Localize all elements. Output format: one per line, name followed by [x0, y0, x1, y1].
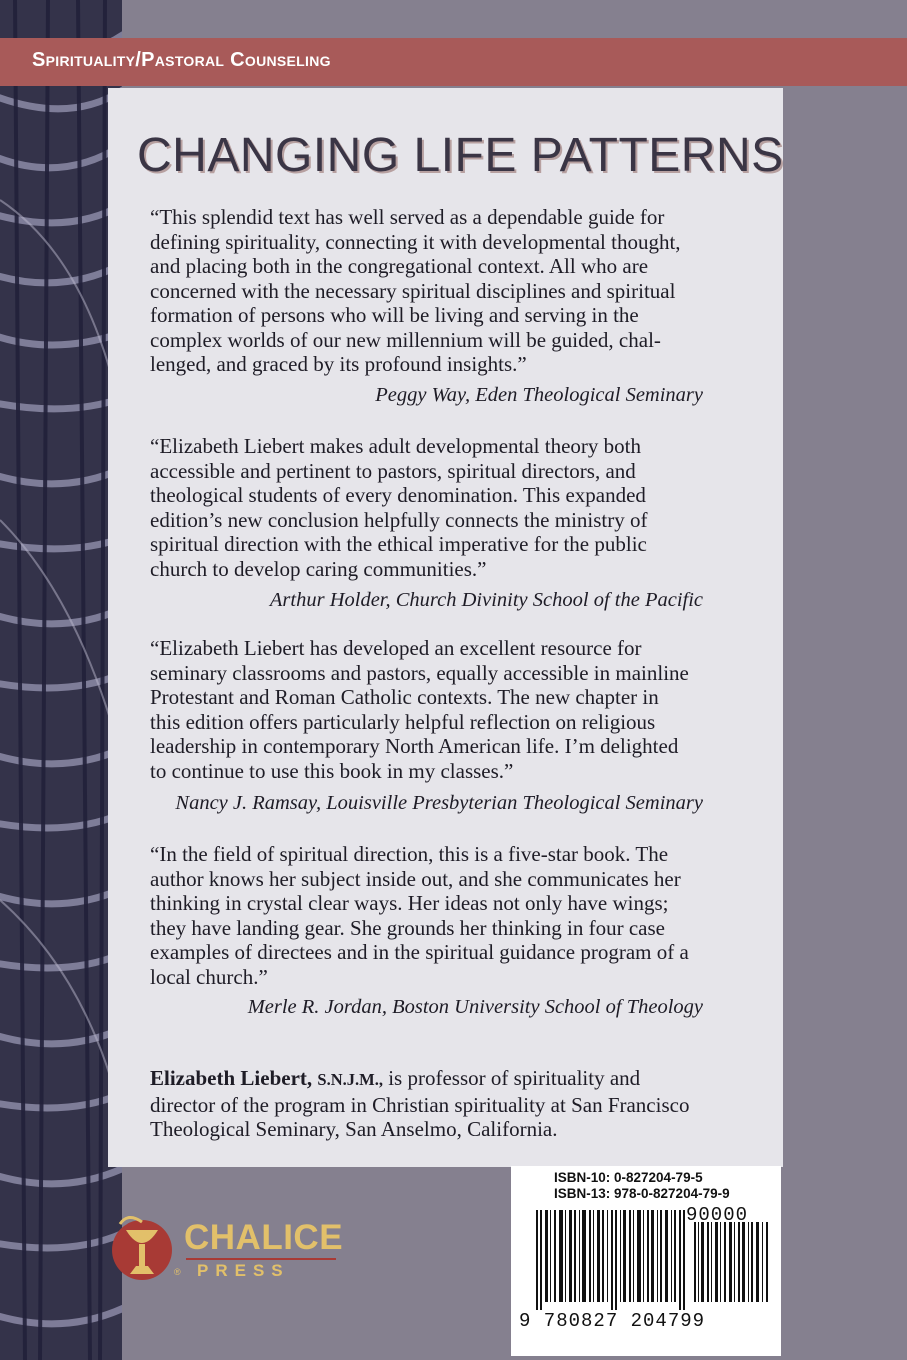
- author-bio-line: director of the program in Christian spirituality at San Francisco: [150, 1092, 690, 1117]
- isbn-13: ISBN-13: 978-0-827204-79-9: [554, 1186, 730, 1201]
- ean-digits: 9 780827 204799: [519, 1310, 706, 1332]
- quote-line: to continue to use this book in my classes.”: [150, 758, 514, 783]
- quote-line: church to develop caring communities.”: [150, 556, 487, 581]
- endorsement-attribution: Arthur Holder, Church Divinity School of the Pacific: [269, 589, 703, 611]
- quote-line: seminary classrooms and pastors, equally accessible in mainline: [150, 660, 689, 685]
- endorsement-attribution: Merle R. Jordan, Boston University School of Theology: [247, 996, 703, 1018]
- quote-line: local church.”: [150, 964, 268, 989]
- endorsement-quote: [150, 205, 750, 377]
- author-bio: [150, 1066, 750, 1142]
- quote-line: concerned with the necessary spiritual disciplines and spiritual: [150, 278, 676, 303]
- quote-line: accessible and pertinent to pastors, spiritual directors, and: [150, 458, 636, 483]
- author-bio-line: [150, 1066, 750, 1093]
- category-label: Spirituality/Pastoral Counseling: [32, 49, 331, 71]
- quote-line: “Elizabeth Liebert has developed an excellent resource for: [150, 636, 642, 660]
- quote-line: this edition offers particularly helpful reflection on religious: [150, 709, 656, 734]
- isbn-10: ISBN-10: 0-827204-79-5: [554, 1170, 703, 1185]
- author-name: Elizabeth Liebert,: [150, 1066, 313, 1090]
- quote-line: “Elizabeth Liebert makes adult developmental theory both: [150, 434, 641, 458]
- quote-line: formation of persons who will be living and serving in the: [150, 303, 639, 327]
- quote-line: leadership in contemporary North American life. I’m delighted: [150, 734, 679, 758]
- publisher-divider: [186, 1258, 336, 1260]
- quote-line: Protestant and Roman Catholic contexts. The new chapter in: [150, 685, 659, 709]
- quote-line: defining spirituality, connecting it with developmental thought,: [150, 229, 681, 254]
- book-title: CHANGING LIFE PATTERNS: [137, 129, 784, 182]
- quote-line: lenged, and graced by its profound insights.”: [150, 352, 527, 376]
- quote-line: theological students of every denomination. This expanded: [150, 483, 646, 507]
- endorsement-attribution: Peggy Way, Eden Theological Seminary: [375, 384, 703, 406]
- endorsement-quote: [150, 434, 750, 581]
- quote-line: author knows her subject inside out, and she communicates her: [150, 866, 681, 891]
- publisher-name: CHALICE: [184, 1218, 344, 1257]
- quote-line: and placing both in the congregational context. All who are: [150, 254, 649, 278]
- endorsement-quote: [150, 842, 750, 989]
- endorsement-attribution: Nancy J. Ramsay, Louisville Presbyterian Theological Seminary: [175, 792, 703, 814]
- woodgrain-photo: [0, 0, 122, 1360]
- endorsement-quote: [150, 636, 750, 783]
- author-bio-line: Theological Seminary, San Anselmo, California.: [150, 1117, 558, 1141]
- quote-line: they have landing gear. She grounds her thinking in four case: [150, 915, 665, 940]
- registered-mark: ®: [174, 1267, 181, 1277]
- price-code: 90000: [686, 1204, 749, 1226]
- quote-line: examples of directees and in the spiritual guidance program of a: [150, 940, 689, 964]
- publisher-sub: PRESS: [197, 1261, 290, 1280]
- quote-line: spiritual direction with the ethical imperative for the public: [150, 532, 647, 556]
- quote-line: complex worlds of our new millennium will be guided, chal-: [150, 327, 661, 352]
- author-bio-text: is professor of spirituality and: [382, 1066, 641, 1090]
- quote-line: “In the field of spiritual direction, this is a five-star book. The: [150, 842, 669, 866]
- chalice-icon: [108, 1210, 178, 1290]
- quote-line: “This splendid text has well served as a dependable guide for: [150, 205, 665, 229]
- author-credential: S.N.J.M.,: [317, 1070, 383, 1089]
- quote-line: edition’s new conclusion helpfully connects the ministry of: [150, 507, 648, 532]
- quote-line: thinking in crystal clear ways. Her ideas not only have wings;: [150, 891, 669, 915]
